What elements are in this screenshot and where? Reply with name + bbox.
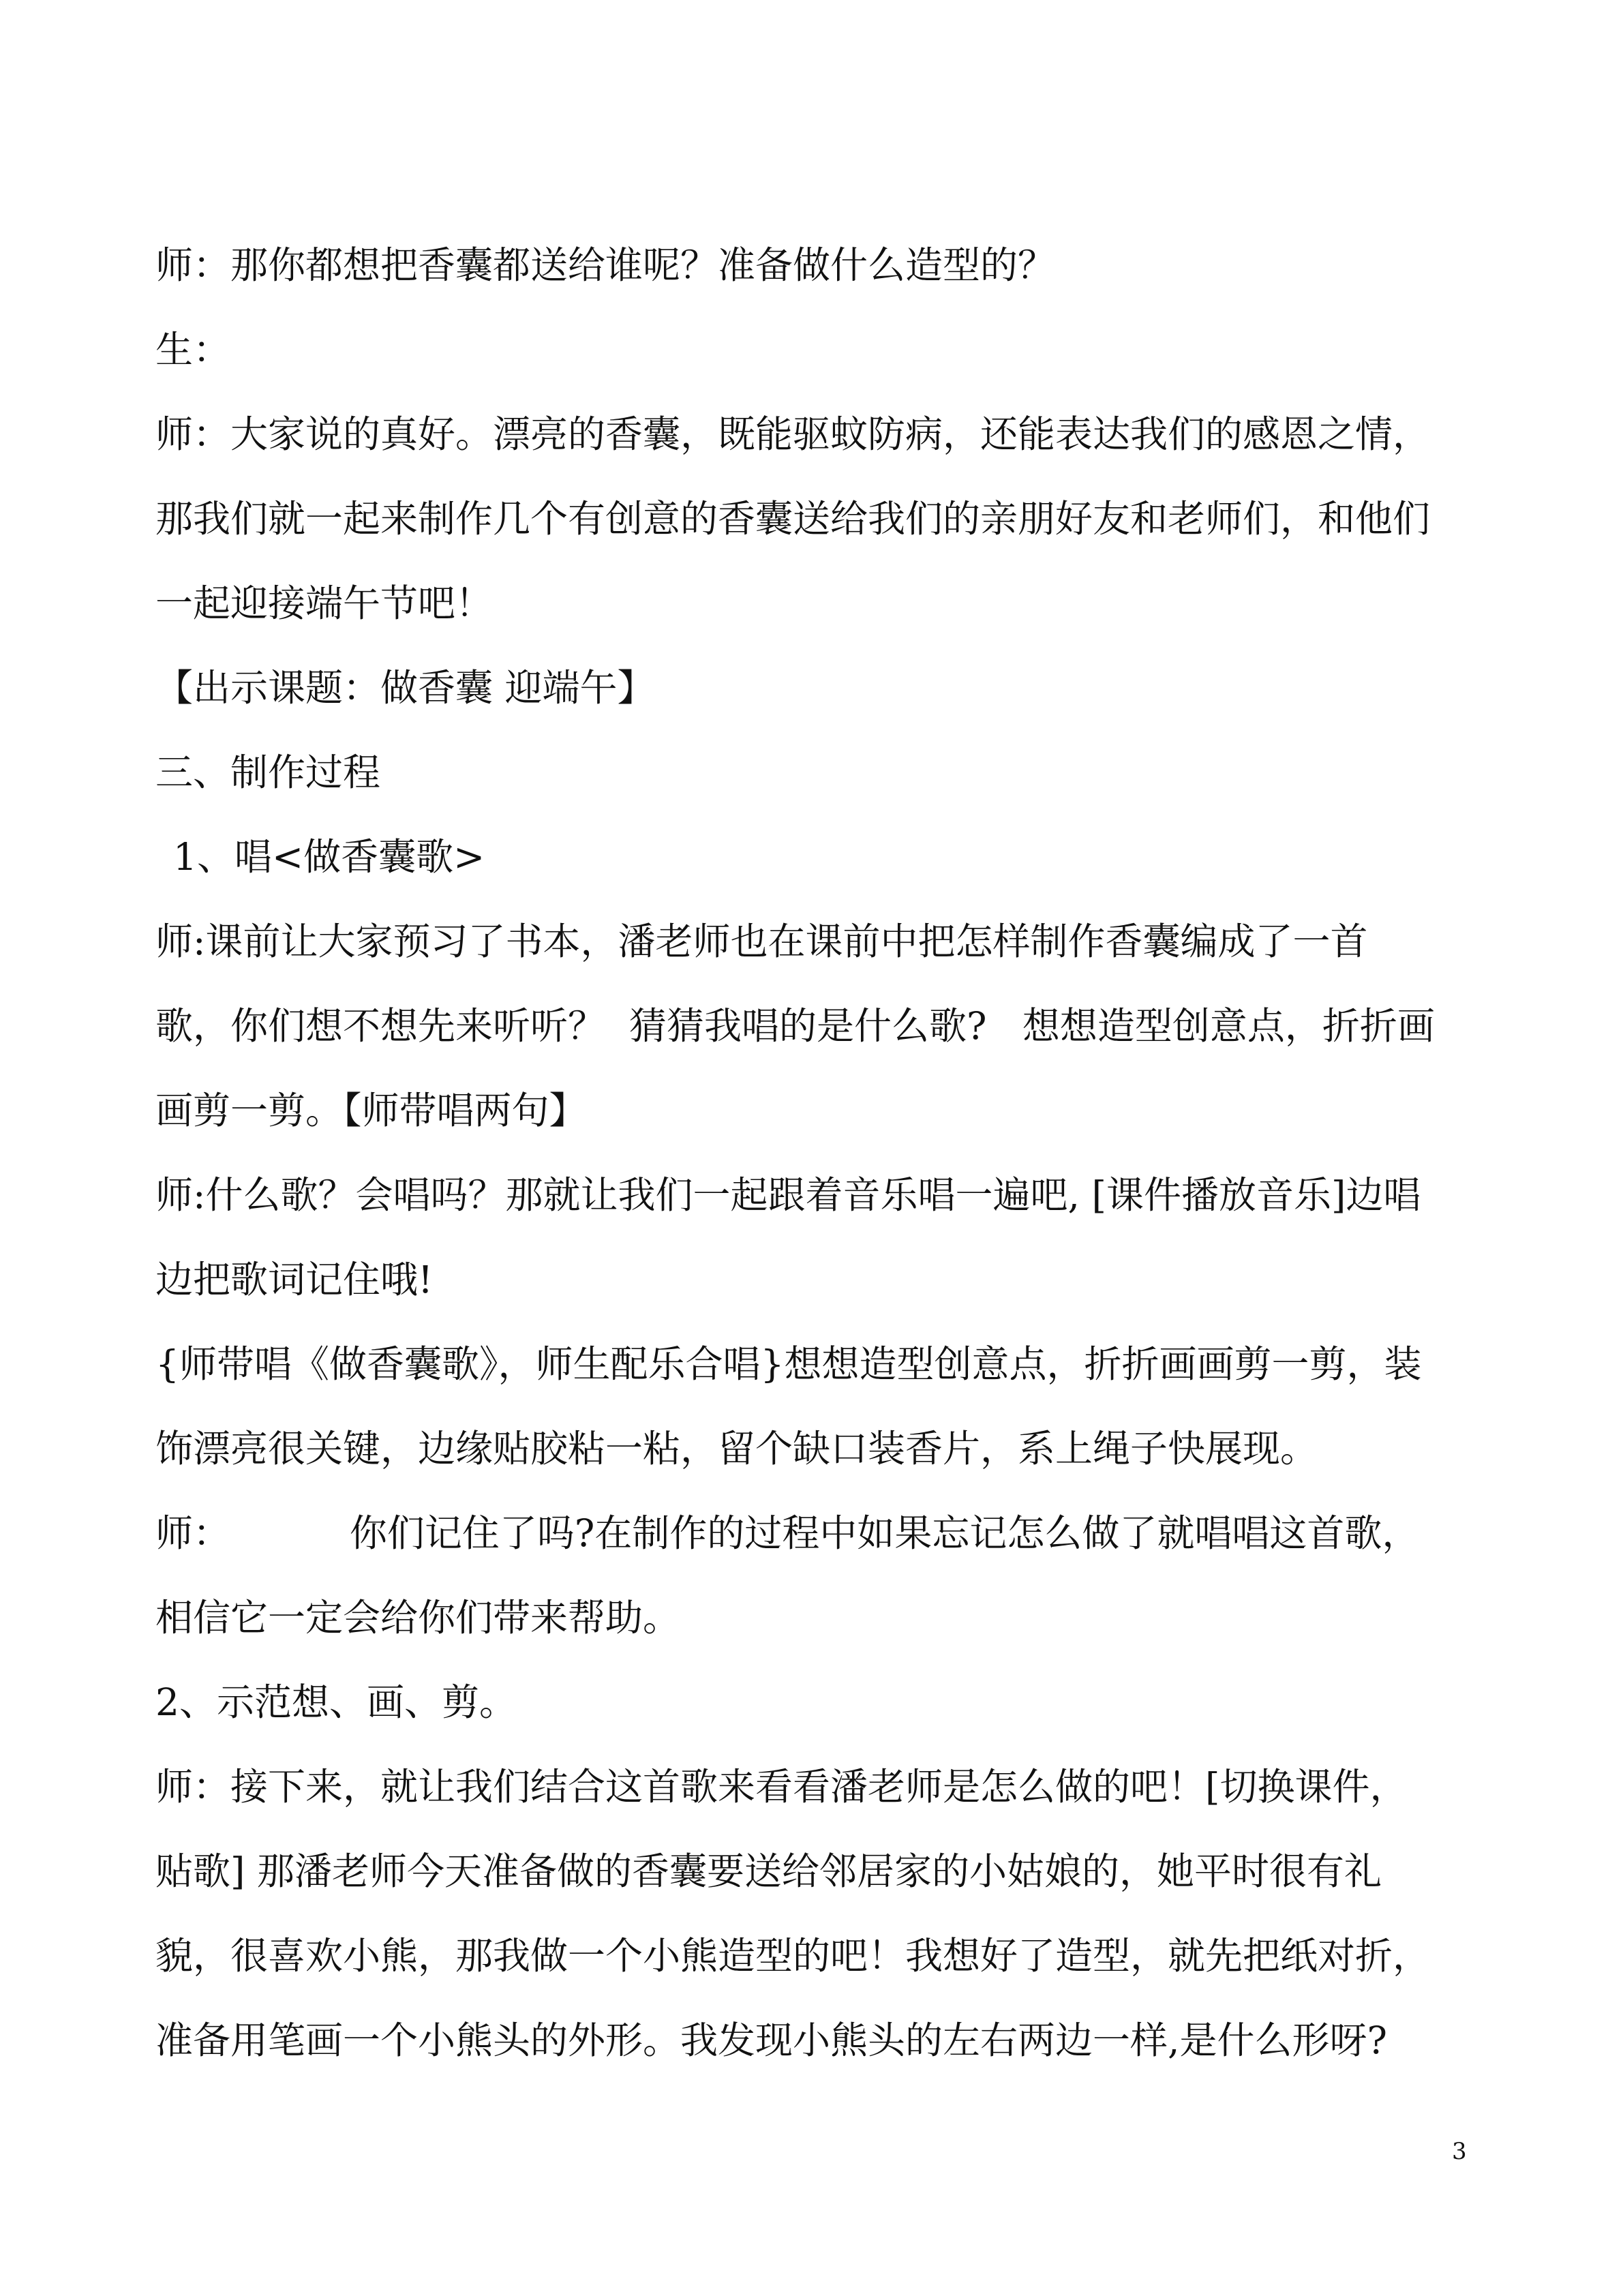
page-number: 3 [1452, 2138, 1467, 2165]
text-line: 师：大家说的真好。漂亮的香囊，既能驱蚊防病，还能表达我们的感恩之情， [155, 412, 1431, 456]
text-line: 那我们就一起来制作几个有创意的香囊送给我们的亲朋好友和老师们，和他们 [155, 497, 1431, 541]
text-line: 准备用笔画一个小熊头的外形。我发现小熊头的左右两边一样,是什么形呀? [155, 2019, 1387, 2062]
document-body [155, 244, 1478, 2104]
text-line: 貌，很喜欢小熊，那我做一个小熊造型的吧！我想好了造型，就先把纸对折， [155, 1934, 1431, 1978]
text-line: 边把歌词记住哦! [155, 1258, 434, 1301]
subsection-heading: 2、示范想、画、剪。 [155, 1680, 517, 1724]
subsection-heading: 1、唱<做香囊歌> [173, 835, 485, 879]
text-line: 师： 你们记住了吗?在制作的过程中如果忘记怎么做了就唱唱这首歌， [155, 1511, 1420, 1555]
text-line: 一起迎接端午节吧！ [155, 581, 494, 625]
text-line: 画剪一剪。【师带唱两句】 [155, 1089, 587, 1132]
text-line: 相信它一定会给你们带来帮助。 [155, 1596, 681, 1640]
text-line: 生： [155, 328, 231, 372]
text-line: 歌，你们想不想先来听听？ 猜猜我唱的是什么歌? 想想造型创意点，折折画 [155, 1004, 1435, 1048]
text-line: 师:课前让大家预习了书本，潘老师也在课前中把怎样制作香囊编成了一首 [155, 920, 1368, 963]
text-line: 饰漂亮很关键，边缘贴胶粘一粘，留个缺口装香片，系上绳子快展现。 [155, 1427, 1318, 1470]
section-title-line: 【出示课题：做香囊 迎端午】 [155, 666, 655, 710]
section-heading: 三、制作过程 [155, 751, 381, 794]
text-line: 师：那你都想把香囊都送给谁呢？准备做什么造型的？ [155, 243, 1056, 287]
text-line: {师带唱《做香囊歌》，师生配乐合唱}想想造型创意点，折折画画剪一剪，装 [155, 1342, 1422, 1386]
text-line: 师:什么歌？会唱吗？那就让我们一起跟着音乐唱一遍吧, [课件播放音乐]边唱 [155, 1173, 1421, 1217]
text-line: 师：接下来，就让我们结合这首歌来看看潘老师是怎么做的吧！[切换课件， [155, 1765, 1408, 1809]
text-line: 贴歌] 那潘老师今天准备做的香囊要送给邻居家的小姑娘的，她平时很有礼 [155, 1849, 1382, 1893]
